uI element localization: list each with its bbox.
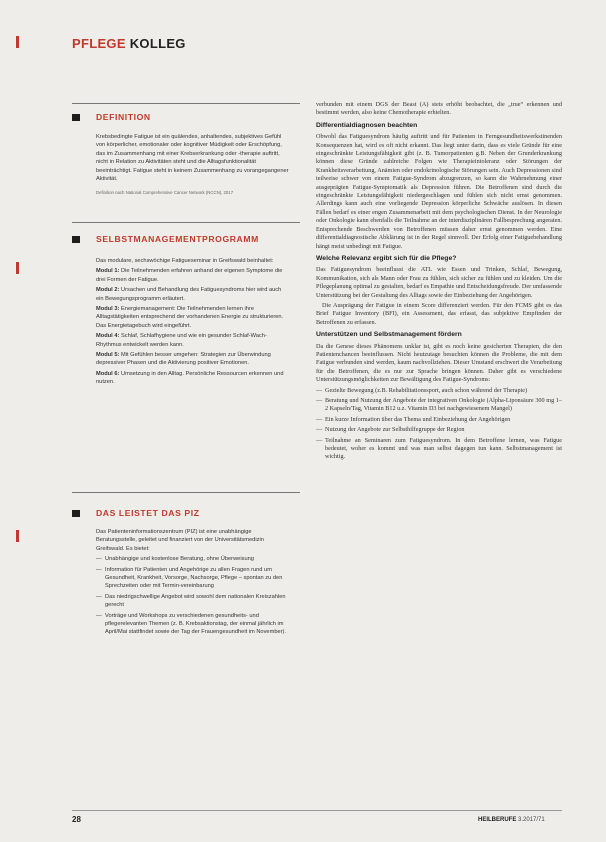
piz-list xyxy=(96,555,290,637)
piz-intro: Das Patienteninformationszentrum (PIZ) ist eine unabhängige Beratungsstelle, geleitet und finanziert von der Universitätsmedizin Greifswald. Es bietet: xyxy=(96,529,264,552)
list-item: — Gezielte Bewegung (z.B. Rehabilitationssport, auch schon während der Therapie) xyxy=(316,387,562,395)
section-marker-icon xyxy=(72,510,80,517)
article-paragraph: Die Ausprägung der Fatigue in einem Score differenziert werden. Für den FCMS gibt es das Brief Fatigue Inventory (BFI), ein Assessment, das erfasst, das subjektive Empfinden der Betroffenen zu erfassen. xyxy=(316,301,562,326)
module-item: Modul 3: Energiemanagement: Die Teilnehmenden lernen ihre Alltagstätigkeiten entsprechend der vorhandenen Energie zu strukturieren. Das Energietagebuch wird eingeführt. xyxy=(96,306,284,329)
divider xyxy=(72,492,300,493)
module-item: Modul 4: Schlaf, Schlafhygiene und wie ein gesunder Schlaf-Wach-Rhythmus entwickelt werden kann. xyxy=(96,333,267,348)
selbst-title: SELBSTMANAGEMENTPROGRAMM xyxy=(96,234,259,244)
list-item: — Nutzung der Angebote zur Selbsthilfegruppe der Region xyxy=(316,426,562,434)
module-item: Modul 6: Umsetzung in den Alltag. Persönliche Ressourcen erkennen und nutzen. xyxy=(96,370,284,386)
definition-box xyxy=(96,133,290,198)
section-marker-icon xyxy=(72,236,80,243)
article-heading: Welche Relevanz ergibt sich für die Pflege? xyxy=(316,254,457,262)
module-item: Modul 1: Die Teilnehmenden erfahren anhand der eigenen Symptome die drei Formen der Fatigue. xyxy=(96,268,283,283)
magazine-name: HEILBERUFE xyxy=(478,817,517,823)
list-item: — Ein kurze Information über das Thema und Einbeziehung der Angehörigen xyxy=(316,416,562,424)
list-item: — Das niedrigschwellige Angebot wird sowohl dem nationalen Kreiszahlen gerecht xyxy=(96,593,290,610)
article-paragraph: Das Fatiguesyndrom beeinflusst die ATL wie Essen und Trinken, Schlaf, Bewegung, Kommunikation, sich als Mann oder Frau zu fühlen, sich sicher zu fühlen und zu kleiden. Um die Pflegeplanung optimal zu gestalten, bedarf es Empathie und Entscheidungsfreude. Der umfassende Unterstützung bei der Gestaltung des Alltags sowie der Einbeziehung der Angehörigen. xyxy=(316,266,562,299)
article-paragraph: Da die Genese dieses Phänomens unklar ist, gibt es noch keine gesicherten Therapien, die den Patientenchancen beeinflussen. Nicht heutzutage besuchten können die Probleme, die mit dem Fatigue verbunden sind werden, kaum nachvollziehen. Dieser Umstand erschwert die Verarbeitung für die Betroffenen, die es nur zur Sprache bringen können. Daher gibt es verschiedene Unterstützungsmöglichkeiten zur Bewältigung des Fatigue-Syndroms: xyxy=(316,342,562,384)
definition-source: Definition nach National Comprehensive Cancer Network (NCCN), 2017 xyxy=(96,190,234,196)
section-marker-icon xyxy=(72,114,80,121)
brand-red: PFLEGE xyxy=(72,36,126,51)
list-item: — Vorträge und Workshops zu verschiedenen gesundheits- und pflegerelevanten Themen (z. B. Krebsaktionstag, der einmal jährlich im April/Mai stattfindet sowie der Tag der Frauengesundheit im November). xyxy=(96,612,290,637)
issue-number: 3.2017/71 xyxy=(518,817,545,823)
article-list xyxy=(316,387,562,462)
piz-title: DAS LEISTET DAS PIZ xyxy=(96,508,200,518)
selbst-box xyxy=(96,257,290,389)
article-heading: Differentialdiagnosen beachten xyxy=(316,121,418,129)
article-column xyxy=(316,101,562,464)
module-item: Modul 5: Mit Gefühlen besser umgehen: Strategien zur Überwindung depressiver Phasen und die Aktivierung positiver Emotionen. xyxy=(96,352,271,367)
brand-dark: KOLLEG xyxy=(129,36,186,51)
article-paragraph: Obwohl das Fatiguesyndrom häufig auftritt und für Patienten in Ferngesundheitswerkstinenden Konsequenzen hat, wird es oft nicht erkannt. Das liegt unter darin, dass es viele Gründe für eine eingeschränkte Leistungsfähigkeit gibt (z. B. Tumorpatienten g.B. Neben der Grunderkrankung können diese Gründe zahlreiche Folgen wie Therapieintoleranz oder Störungen der Krankheitsverarbeitung, Anämien oder endokrinologische Störungen sein. Auch Depressionen sind teilweise schwer von einem Fatigue-Syndrom abzugrenzen, so kann die Wahrnehmung einer ausgeprägten Fatigue-Symptomatik als Depression führen. Die Betroffenen sind durch die eingeschränkte Leistungsfähigkeit niedergeschlagen und fühlen sich nicht ernst genommen. Allerdings kann auch eine vorliegende Depression körperliche Schwäche auslösen. In diesen Fällen bedarf es einer engen Zusammenarbeit mit dem psychologischen Dienst. In der Neurologie oder Onkologie kann ebenfalls die Teilnahme an der interdisziplinären Fallbesprechung angeraten. Entsprechende Beschwerden von Betroffenen müssen daher ernst genommen werden. Eine differentialdiagnostische Abklärung ist in der Regel sinnvoll. Der Erfolg einer Fatiguebehandlung hängt meist unbedingt mit Fatigue. xyxy=(316,133,562,250)
divider xyxy=(72,103,300,104)
definition-title: DEFINITION xyxy=(96,112,151,122)
margin-mark xyxy=(16,262,19,274)
footer-rule xyxy=(72,810,562,811)
divider xyxy=(72,222,300,223)
list-item: — Teilnahme an Seminaren zum Fatiguesyndrom. In dem Betroffene lernen, was Fatigue bedeutet, woher es kommt und was man selbst dagegen tun kann. Selbstmanagement ist wichtig. xyxy=(316,437,562,462)
page-number: 28 xyxy=(72,815,81,824)
article-paragraph: verbunden mit einem DGS der Beast (A) stets erhöht beobachtet, die „true“ erkennen und bestimmt werden, also keine Chemotherapie erhielten. xyxy=(316,101,562,117)
footer-issue xyxy=(478,817,545,823)
list-item: — Beratung und Nutzung der Angebote der integrativen Onkologie (Alpha-Liponsäure 300 mg 1–2 Kapseln/Tag, Vitamin B12 u.z. Vitamin D3 bei nachgewiesenem Mangel) xyxy=(316,397,562,414)
margin-mark xyxy=(16,36,19,48)
section-header xyxy=(72,36,186,51)
list-item: — Information für Patienten und Angehörige zu allen Fragen rund um Gesundheit, Krankheit, Vorsorge, Nachsorge, Pflege – spontan zu den Sprechzeiten oder mit Termin-vereinbarung xyxy=(96,566,290,591)
piz-box xyxy=(96,528,290,639)
module-item: Modul 2: Ursachen und Behandlung des Fatiguesyndroms hier wird auch ein Bewegungsprogramm erläutert. xyxy=(96,287,282,302)
article-heading: Unterstützen und Selbstmanagement fördern xyxy=(316,331,462,339)
selbst-intro: Das modulare, sechswöchige Fatigueseminar in Greifswald beinhaltet: xyxy=(96,258,274,264)
margin-mark xyxy=(16,530,19,542)
list-item: — Unabhängige und kostenlose Beratung, ohne Überweisung xyxy=(96,555,290,563)
definition-text: Krebsbedingte Fatigue ist ein quälendes, anhaltendes, subjektives Gefühl von körperlicher, emotionaler oder kognitiver Müdigkeit oder Erschöpfung, das im Zusammenhang mit einer Krebserkrankung oder -therapie auftritt, nicht in Relation zu Aktivitäten steht und die Alltagsfunktionalität beeinträchtigt. Fatigue steht in keinem Zusammenhang zu vorangegangener Aktivität. xyxy=(96,134,289,183)
